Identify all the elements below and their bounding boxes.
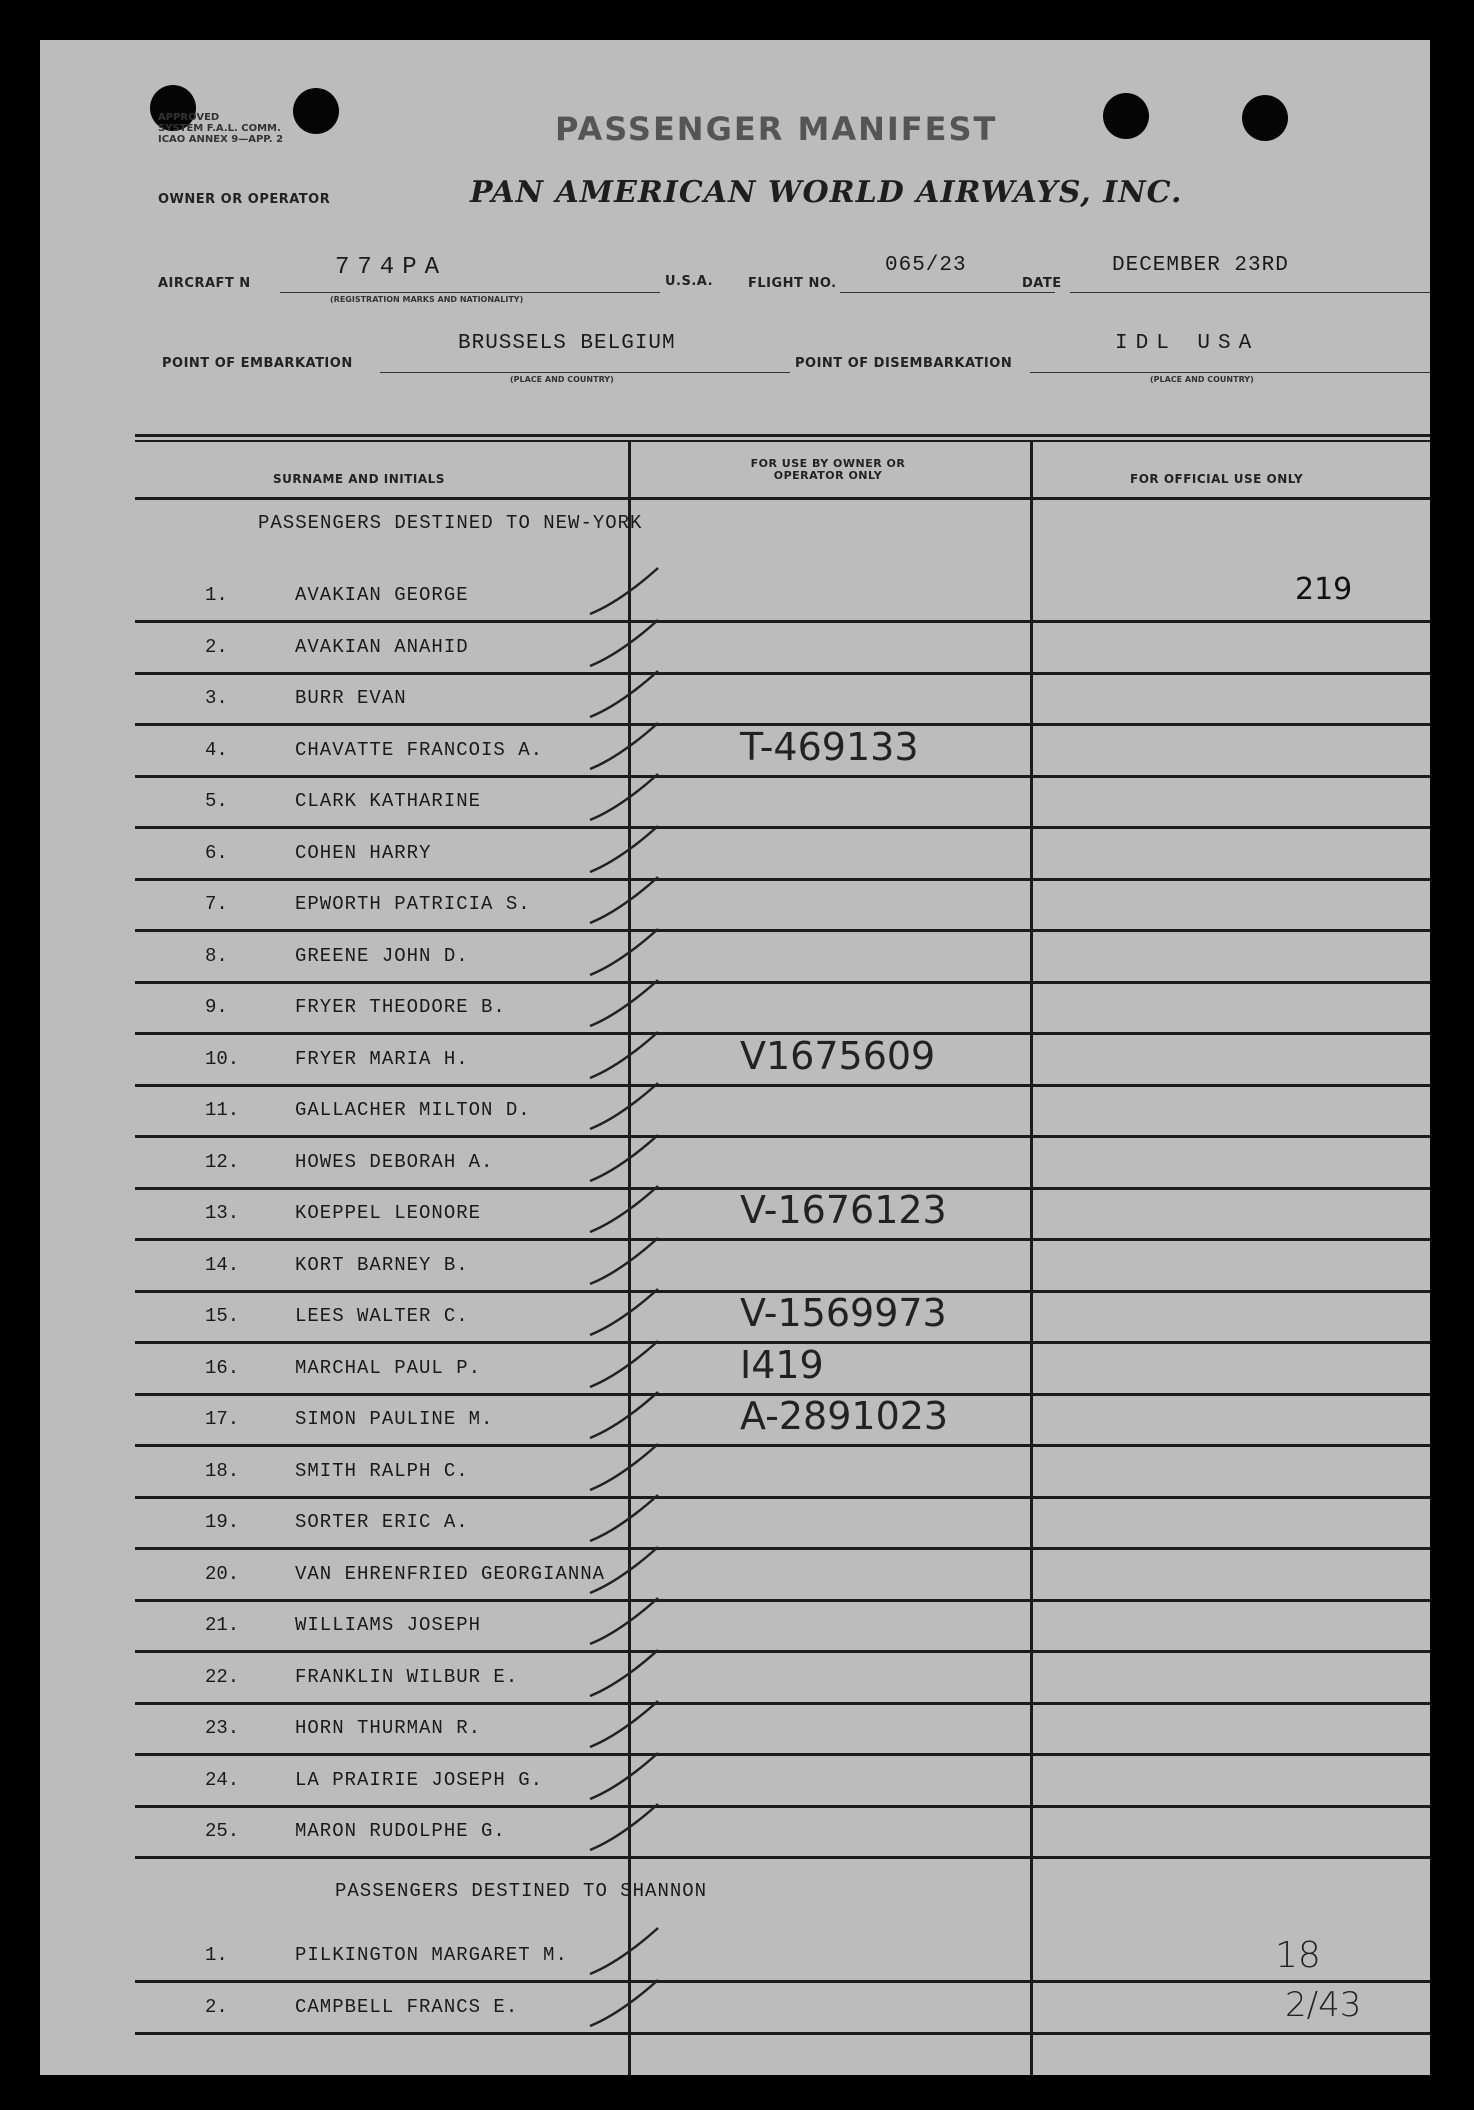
passenger-number: 3. (205, 687, 228, 709)
passenger-number: 5. (205, 790, 228, 812)
passenger-number: 24. (205, 1768, 240, 1791)
passenger-row (40, 1600, 1430, 1650)
page-note-top: 18 (1275, 1935, 1321, 1976)
passenger-number: 16. (205, 1356, 240, 1379)
document-number: V-1569973 (740, 1291, 947, 1335)
passenger-row (40, 1549, 1430, 1599)
airline-name: PAN AMERICAN WORLD AIRWAYS, INC. (470, 175, 1183, 210)
approval-stamp: APPROVED SYSTEM F.A.L. COMM. ICAO ANNEX 9—APP. 2 (158, 112, 284, 145)
passenger-number: 12. (205, 1150, 240, 1173)
passenger-name: COHEN HARRY (295, 841, 432, 864)
aircraft-registration: 774PA (335, 254, 448, 281)
passenger-name: LA PRAIRIE JOSEPH G. (295, 1768, 544, 1791)
passenger-name: BURR EVAN (295, 687, 407, 709)
passenger-number: 22. (205, 1665, 240, 1688)
passenger-row (40, 1394, 1430, 1444)
passenger-name: KOEPPEL LEONORE (295, 1202, 482, 1224)
passenger-row (40, 1446, 1430, 1496)
passenger-name: KORT BARNEY B. (295, 1253, 469, 1276)
passenger-name: WILLIAMS JOSEPH (295, 1614, 482, 1636)
date-label: DATE (1022, 276, 1062, 291)
passenger-name: HOWES DEBORAH A. (295, 1150, 494, 1173)
passenger-row (40, 879, 1430, 929)
passenger-name: FRYER THEODORE B. (295, 996, 506, 1018)
aircraft-label: AIRCRAFT N (158, 276, 251, 291)
column-header-surname: SURNAME AND INITIALS (273, 472, 445, 486)
embarkation-label: POINT OF EMBARKATION (162, 356, 353, 371)
passenger-number: 25. (205, 1820, 240, 1842)
passenger-name: EPWORTH PATRICIA S. (295, 893, 531, 915)
section-heading-new-york: PASSENGERS DESTINED TO NEW-YORK (258, 512, 643, 534)
passenger-number: 2. (205, 635, 228, 658)
embarkation-point: BRUSSELS BELGIUM (458, 332, 676, 355)
flight-date: DECEMBER 23RD (1112, 254, 1289, 277)
passenger-row (40, 1034, 1430, 1084)
document-number: V-1676123 (740, 1188, 947, 1232)
passenger-name: HORN THURMAN R. (295, 1717, 482, 1739)
passenger-number: 7. (205, 893, 228, 915)
flight-label: FLIGHT NO. (748, 276, 837, 291)
passenger-row (40, 673, 1430, 723)
punch-hole (1103, 93, 1149, 139)
passenger-row (40, 1240, 1430, 1290)
column-header-official: FOR OFFICIAL USE ONLY (1130, 472, 1304, 486)
passenger-number: 9. (205, 996, 228, 1018)
passenger-name: CAMPBELL FRANCS E. (295, 1995, 519, 2018)
passenger-number: 4. (205, 738, 228, 761)
passenger-name: AVAKIAN ANAHID (295, 635, 469, 658)
passenger-row (40, 1982, 1430, 2032)
passenger-name: CHAVATTE FRANCOIS A. (295, 738, 544, 761)
passenger-row (40, 1291, 1430, 1341)
passenger-row (40, 622, 1430, 672)
aircraft-caption: (REGISTRATION MARKS AND NATIONALITY) (330, 295, 524, 304)
passenger-row (40, 1137, 1430, 1187)
passenger-row (40, 570, 1430, 620)
disembarkation-point: IDL USA (1115, 332, 1260, 355)
document-title: PASSENGER MANIFEST (555, 110, 998, 148)
passenger-name: MARCHAL PAUL P. (295, 1356, 482, 1379)
passenger-number: 6. (205, 841, 228, 864)
passenger-number: 19. (205, 1511, 240, 1533)
passenger-number: 1. (205, 584, 228, 606)
passenger-row (40, 828, 1430, 878)
passenger-number: 11. (205, 1099, 240, 1121)
passenger-row (40, 931, 1430, 981)
passenger-number: 20. (205, 1562, 240, 1585)
passenger-name: LEES WALTER C. (295, 1305, 469, 1327)
passenger-name: VAN EHRENFRIED GEORGIANNA (295, 1562, 606, 1585)
official-entry: 219 (1295, 572, 1353, 607)
passenger-number: 2. (205, 1995, 228, 2018)
passenger-number: 1. (205, 1944, 228, 1966)
passenger-number: 10. (205, 1047, 240, 1070)
document-number: I419 (740, 1342, 824, 1387)
passenger-row (40, 1188, 1430, 1238)
page-note-bottom: 2/43 (1285, 1985, 1362, 2025)
passenger-row (40, 1806, 1430, 1856)
passenger-name: PILKINGTON MARGARET M. (295, 1944, 568, 1966)
passenger-name: SORTER ERIC A. (295, 1511, 469, 1533)
column-header-owner: FOR USE BY OWNER OR OPERATOR ONLY (750, 457, 906, 482)
passenger-row (40, 776, 1430, 826)
passenger-row (40, 1755, 1430, 1805)
passenger-row (40, 1652, 1430, 1702)
passenger-row (40, 1343, 1430, 1393)
check-mark-icon (580, 1974, 670, 2034)
disembarkation-label: POINT OF DISEMBARKATION (795, 356, 1013, 371)
passenger-number: 23. (205, 1717, 240, 1739)
passenger-name: CLARK KATHARINE (295, 790, 482, 812)
passenger-row (40, 1703, 1430, 1753)
section-heading-shannon: PASSENGERS DESTINED TO SHANNON (335, 1880, 708, 1902)
passenger-row (40, 1085, 1430, 1135)
passenger-row (40, 1930, 1430, 1980)
passenger-number: 14. (205, 1253, 240, 1276)
passenger-row (40, 1497, 1430, 1547)
passenger-number: 8. (205, 944, 228, 967)
passenger-name: SIMON PAULINE M. (295, 1408, 494, 1430)
passenger-row (40, 725, 1430, 775)
passenger-name: GALLACHER MILTON D. (295, 1099, 531, 1121)
passenger-name: SMITH RALPH C. (295, 1459, 469, 1482)
passenger-name: FRANKLIN WILBUR E. (295, 1665, 519, 1688)
punch-hole (1242, 95, 1288, 141)
document-number: A-2891023 (740, 1394, 949, 1438)
country-label: U.S.A. (665, 274, 714, 289)
passenger-name: GREENE JOHN D. (295, 944, 469, 967)
disembarkation-caption: (PLACE AND COUNTRY) (1150, 375, 1254, 384)
passenger-number: 15. (205, 1305, 240, 1327)
passenger-name: FRYER MARIA H. (295, 1047, 469, 1070)
embarkation-caption: (PLACE AND COUNTRY) (510, 375, 614, 384)
passenger-number: 18. (205, 1459, 240, 1482)
passenger-name: MARON RUDOLPHE G. (295, 1820, 506, 1842)
punch-hole (293, 88, 339, 134)
passenger-number: 21. (205, 1614, 240, 1636)
manifest-sheet (40, 40, 1430, 2075)
passenger-number: 13. (205, 1202, 240, 1224)
document-number: V1675609 (740, 1033, 936, 1078)
owner-label: OWNER OR OPERATOR (158, 192, 331, 207)
document-number: T-469133 (740, 724, 919, 769)
passenger-row (40, 982, 1430, 1032)
passenger-number: 17. (205, 1408, 240, 1430)
flight-number: 065/23 (885, 254, 967, 277)
passenger-name: AVAKIAN GEORGE (295, 584, 469, 606)
check-mark-icon (580, 1798, 670, 1858)
